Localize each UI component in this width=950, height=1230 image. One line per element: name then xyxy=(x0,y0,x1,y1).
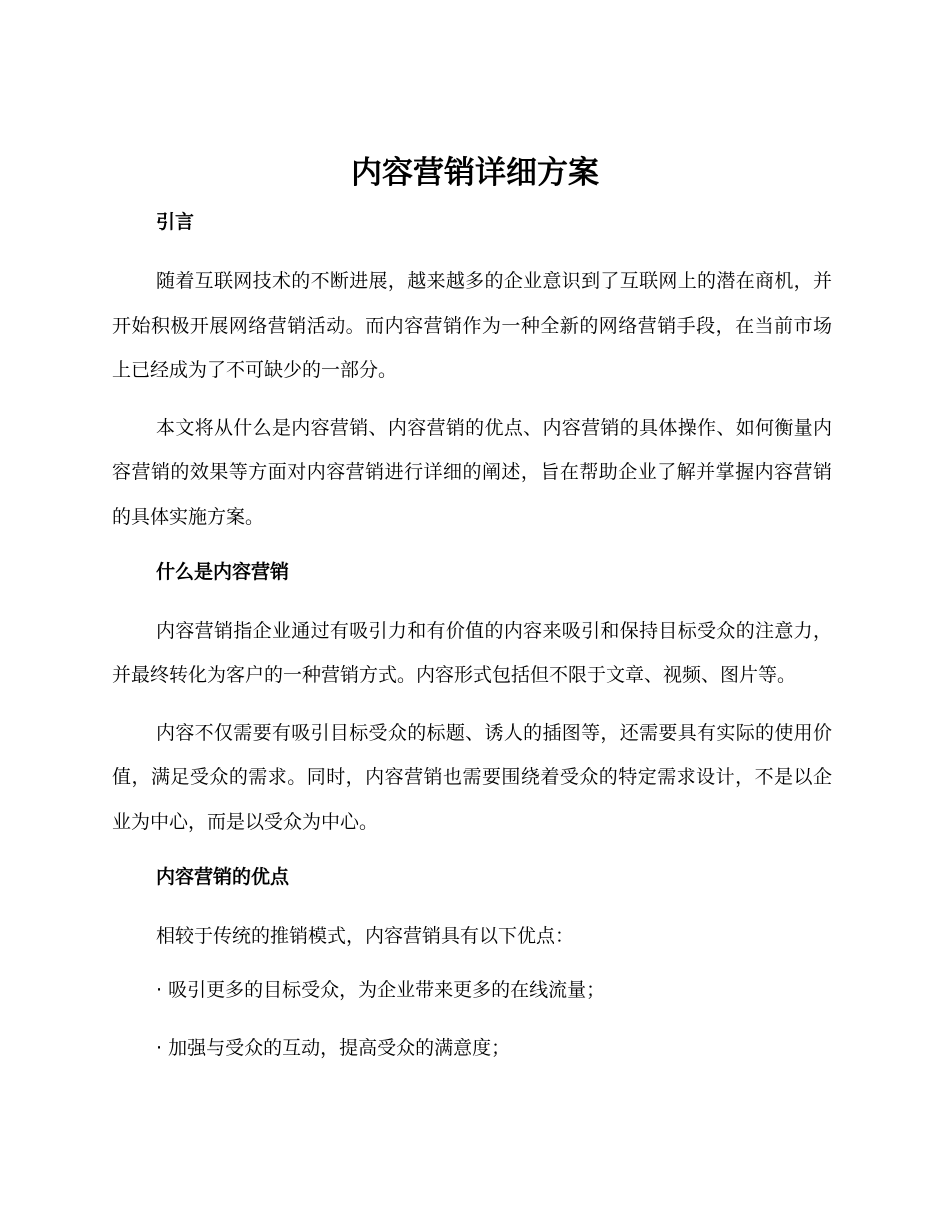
paragraph: 内容不仅需要有吸引目标受众的标题、诱人的插图等，还需要具有实际的使用价值，满足受众的需求。同时，内容营销也需要围绕着受众的特定需求设计，不是以企业为中心，而是以受众为中心。 xyxy=(112,721,832,833)
paragraph: 随着互联网技术的不断进展，越来越多的企业意识到了互联网上的潜在商机，并开始积极开展网络营销活动。而内容营销作为一种全新的网络营销手段，在当前市场上已经成为了不可缺少的一部分。 xyxy=(112,270,832,382)
document-body xyxy=(112,203,832,1087)
document-title: 内容营销详细方案 xyxy=(351,155,599,191)
paragraph: 本文将从什么是内容营销、内容营销的优点、内容营销的具体操作、如何衡量内容营销的效果等方面对内容营销进行详细的阐述，旨在帮助企业了解并掌握内容营销的具体实施方案。 xyxy=(112,416,832,528)
bullet-item: · 加强与受众的互动，提高受众的满意度； xyxy=(156,1037,511,1060)
section-heading-advantages: 内容营销的优点 xyxy=(156,865,290,888)
paragraph: 相较于传统的推销模式，内容营销具有以下优点： xyxy=(156,924,575,947)
section-heading-what: 什么是内容营销 xyxy=(156,560,290,583)
paragraph: 内容营销指企业通过有吸引力和有价值的内容来吸引和保持目标受众的注意力，并最终转化为客户的一种营销方式。内容形式包括但不限于文章、视频、图片等。 xyxy=(112,619,832,687)
section-heading-intro: 引言 xyxy=(156,211,195,233)
bullet-item: · 吸引更多的目标受众，为企业带来更多的在线流量； xyxy=(156,979,606,1002)
